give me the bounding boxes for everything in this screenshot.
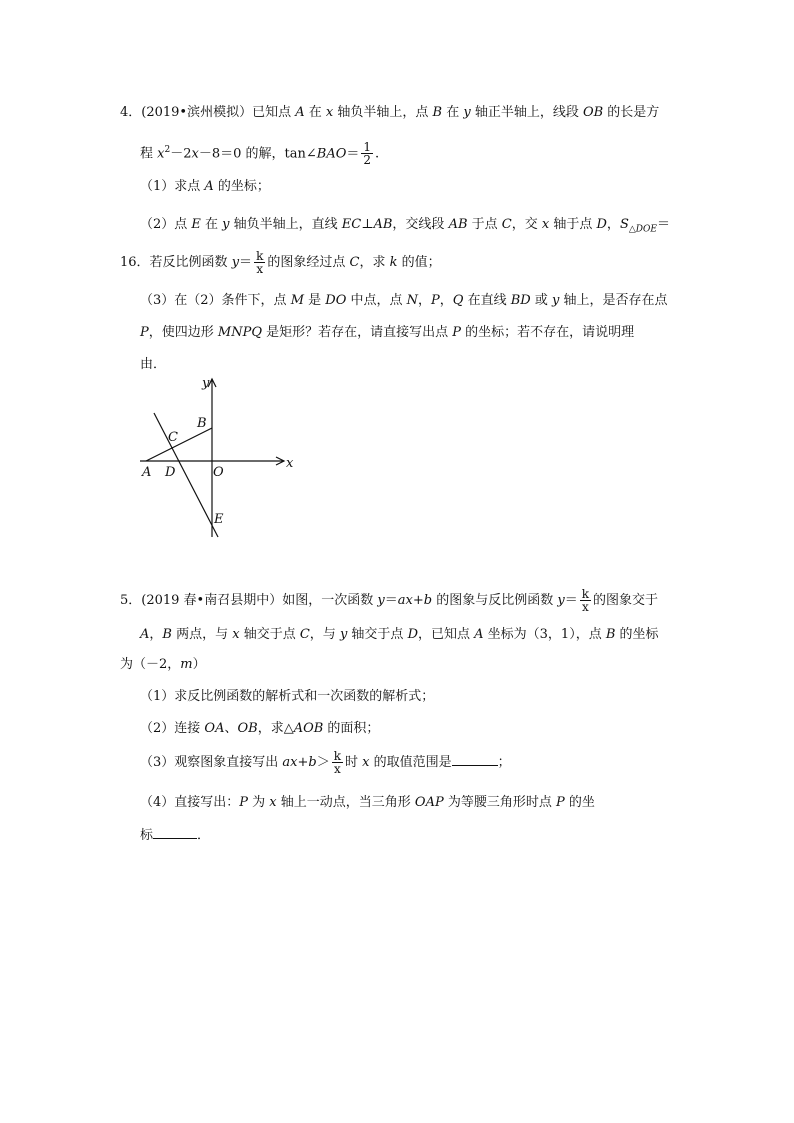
var: x xyxy=(362,755,370,770)
label-O: O xyxy=(213,465,224,480)
label-D: D xyxy=(165,465,176,480)
problem5-q4-line2 xyxy=(140,826,210,845)
text: 坐标为（3，1），点 xyxy=(483,627,606,642)
text: ，使四边形 xyxy=(148,325,218,340)
text: ，与 xyxy=(309,627,340,642)
text: 在 xyxy=(304,105,326,120)
var: C xyxy=(349,255,360,270)
var: AB xyxy=(373,217,393,232)
var: E xyxy=(191,217,201,232)
problem5-q1 xyxy=(140,688,434,706)
text: 在直线 xyxy=(463,293,511,308)
text: 为等腰三角形时点 xyxy=(443,795,556,810)
text: 4．(2019•滨州模拟）已知点 xyxy=(120,105,296,120)
var: B xyxy=(605,627,616,642)
var: x xyxy=(325,105,334,120)
text: 16．若反比例函数 xyxy=(120,255,232,270)
text: 时 xyxy=(345,755,363,770)
var: y xyxy=(463,105,471,120)
var: x xyxy=(157,146,165,162)
var: AB xyxy=(448,217,468,232)
fraction xyxy=(254,250,265,275)
text: 的图象经过点 xyxy=(267,255,350,270)
fraction xyxy=(580,588,591,613)
var: k xyxy=(389,255,398,270)
var: y xyxy=(377,593,385,608)
text: ＞ xyxy=(316,755,330,770)
text: －2 xyxy=(170,146,192,162)
var: EC xyxy=(341,217,362,232)
var: P xyxy=(431,293,440,308)
text: 的值； xyxy=(397,255,441,270)
segment-AB xyxy=(146,428,212,461)
text: ＝ xyxy=(346,146,360,162)
text: 的取值范围是 xyxy=(369,755,452,770)
answer-blank[interactable] xyxy=(153,826,197,839)
text: 于点 xyxy=(467,217,502,232)
text: 由． xyxy=(140,357,167,372)
problem5-line2 xyxy=(140,626,659,644)
problem4-q2-cont xyxy=(120,250,441,275)
text: 或 xyxy=(530,293,552,308)
var: Q xyxy=(452,293,464,308)
text: （1）求反比例函数的解析式和一次函数的解析式； xyxy=(140,689,435,704)
var: P xyxy=(140,325,149,340)
fraction-numerator: k xyxy=(256,249,264,263)
text: ⊥ xyxy=(361,217,374,232)
text: 在 xyxy=(200,217,223,232)
var: S xyxy=(619,217,629,232)
var: ax xyxy=(282,755,298,770)
var: b xyxy=(308,755,317,770)
line-CDE xyxy=(154,413,218,537)
text: 为（－2， xyxy=(120,657,181,672)
text: 轴上一动点，当三角形 xyxy=(276,795,415,810)
fraction xyxy=(332,750,343,775)
problem4-figure xyxy=(136,375,301,545)
var: C xyxy=(501,217,512,232)
problem4-line2 xyxy=(140,138,379,166)
fraction-denominator: x xyxy=(334,762,341,776)
problem5-q2 xyxy=(140,720,379,738)
text: 的长是方 xyxy=(603,105,660,120)
text: （1）求点 xyxy=(140,179,205,194)
text: ， xyxy=(606,217,620,232)
text: 标 xyxy=(140,828,154,843)
text: ＝ xyxy=(656,217,670,232)
text: （3）在（2）条件下，点 xyxy=(140,293,291,308)
var: DO xyxy=(325,293,347,308)
var: ax xyxy=(397,593,413,608)
label-A: A xyxy=(142,465,152,480)
superscript: 2 xyxy=(164,145,171,155)
text: ，求 xyxy=(359,255,390,270)
var: A xyxy=(204,179,214,194)
var: D xyxy=(407,627,418,642)
text: 轴上，是否存在点 xyxy=(559,293,668,308)
text: 的图象交于 xyxy=(593,593,659,608)
var: y xyxy=(339,627,348,642)
var: MNPQ xyxy=(217,325,262,340)
text: 的坐标； xyxy=(213,179,270,194)
text: 轴于点 xyxy=(549,217,597,232)
label-E: E xyxy=(214,512,224,527)
fraction-numerator: k xyxy=(581,587,589,601)
fraction xyxy=(361,141,373,166)
text: ，求△ xyxy=(257,721,294,736)
text: 是矩形？若存在，请直接写出点 xyxy=(261,325,453,340)
text: ， xyxy=(149,627,163,642)
problem5-q3 xyxy=(140,750,511,775)
var: M xyxy=(290,293,304,308)
var: A xyxy=(140,627,150,642)
var: x xyxy=(269,795,277,810)
var: OB xyxy=(582,105,604,120)
var: AOB xyxy=(293,721,324,736)
text: ） xyxy=(192,657,206,672)
text: 是 xyxy=(304,293,326,308)
text: 轴交于点 xyxy=(239,627,300,642)
var: x xyxy=(541,217,550,232)
var: P xyxy=(239,795,249,810)
var: y xyxy=(557,593,565,608)
text: ，交 xyxy=(511,217,542,232)
text: ＝ xyxy=(564,593,578,608)
problem4-q2 xyxy=(140,216,670,239)
problem5-q4 xyxy=(140,794,595,812)
var: P xyxy=(452,325,461,340)
var: P xyxy=(555,795,565,810)
fraction-denominator: x xyxy=(256,262,264,276)
label-x: x xyxy=(286,456,294,471)
var: x xyxy=(232,627,240,642)
text: 两点，与 xyxy=(171,627,233,642)
text: 的面积； xyxy=(323,721,380,736)
text: 、 xyxy=(224,721,238,736)
problem4-line1 xyxy=(120,104,659,122)
var: m xyxy=(180,657,193,672)
var: A xyxy=(474,627,484,642)
var: B xyxy=(162,627,172,642)
text: 为 xyxy=(248,795,270,810)
text: ＝ xyxy=(239,255,253,270)
text: ． xyxy=(197,828,211,843)
text: ，交线段 xyxy=(392,217,449,232)
text: 程 xyxy=(140,146,158,162)
text: －8＝0 的解，tan∠ xyxy=(198,146,317,162)
var: B xyxy=(432,105,443,120)
text: 中点，点 xyxy=(346,293,407,308)
fraction-numerator: 1 xyxy=(363,140,372,155)
text: （2）点 xyxy=(140,217,192,232)
var: N xyxy=(406,293,418,308)
problem4-q3 xyxy=(140,292,667,310)
text: + xyxy=(412,593,424,608)
var: b xyxy=(423,593,433,608)
text: 轴正半轴上，线段 xyxy=(470,105,583,120)
label-y: y xyxy=(202,376,210,391)
text: 轴交于点 xyxy=(347,627,408,642)
var: C xyxy=(299,627,310,642)
var: x xyxy=(191,146,199,162)
text: + xyxy=(297,755,309,770)
text: ； xyxy=(497,755,511,770)
var: A xyxy=(295,105,305,120)
var: OA xyxy=(204,721,225,736)
text: . xyxy=(375,146,380,162)
text: 的坐标 xyxy=(615,627,659,642)
text: ， xyxy=(418,293,432,308)
answer-blank[interactable] xyxy=(452,753,498,766)
text: 的图象与反比例函数 xyxy=(432,593,558,608)
var: OB xyxy=(237,721,258,736)
problem5-line1 xyxy=(120,588,658,613)
text: 轴负半轴上，点 xyxy=(333,105,433,120)
label-B: B xyxy=(197,416,207,431)
problem5-line3 xyxy=(120,656,206,674)
var: y xyxy=(231,255,240,270)
text: ，已知点 xyxy=(418,627,475,642)
text: 的坐 xyxy=(564,795,595,810)
text: ， xyxy=(439,293,453,308)
text: 5．(2019 春•南召县期中）如图，一次函数 xyxy=(120,593,378,608)
var: BD xyxy=(510,293,531,308)
var: y xyxy=(551,293,560,308)
var: OAP xyxy=(414,795,444,810)
text: 的坐标；若不存在，请说明理 xyxy=(461,325,635,340)
text: 轴负半轴上，直线 xyxy=(229,217,342,232)
subscript: △DOE xyxy=(628,224,657,235)
var: D xyxy=(596,217,607,232)
text: （3）观察图象直接写出 xyxy=(140,755,283,770)
var: y xyxy=(222,217,230,232)
fraction-numerator: k xyxy=(333,749,342,763)
fraction-denominator: 2 xyxy=(363,153,372,168)
problem4-q3-line2 xyxy=(140,324,634,342)
text: ＝ xyxy=(384,593,398,608)
label-C: C xyxy=(168,430,178,445)
problem4-q3-line3 xyxy=(140,356,166,374)
var: BAO xyxy=(316,146,347,162)
fraction-denominator: x xyxy=(581,600,589,614)
problem4-q1 xyxy=(140,178,270,196)
text: 在 xyxy=(442,105,464,120)
text: （2）连接 xyxy=(140,721,205,736)
text: （4）直接写出： xyxy=(140,795,240,810)
